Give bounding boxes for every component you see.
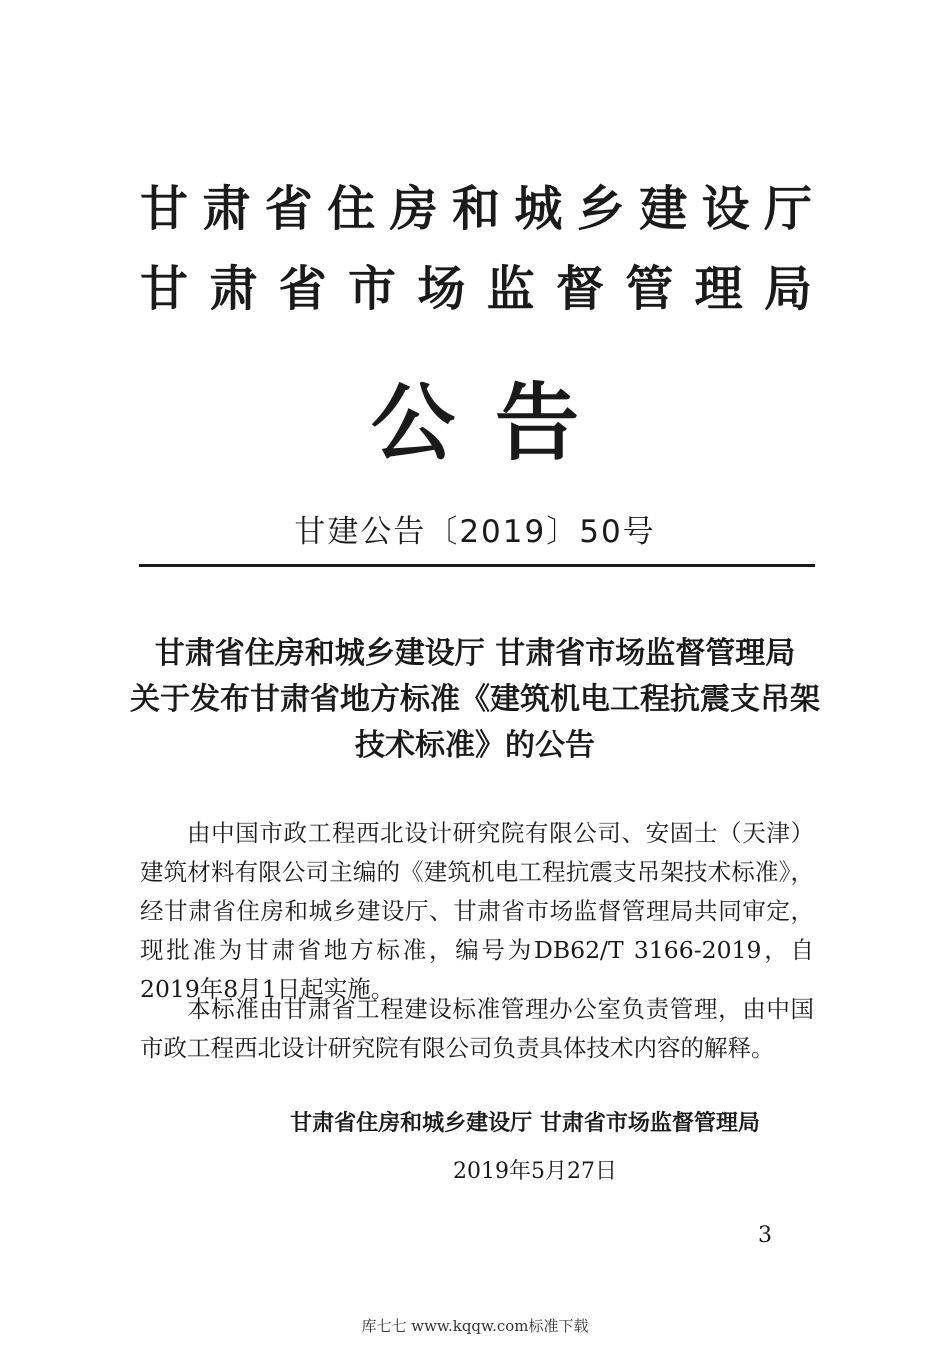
issuer-name-housing-dept: 甘肃省住房和城乡建设厅	[140, 181, 812, 237]
announcement-title-line-3: 技术标准》的公告	[355, 728, 595, 763]
page-number: 3	[758, 1223, 772, 1248]
signature-date: 2019年5月27日	[453, 1159, 617, 1184]
header-divider	[139, 564, 815, 567]
watermark-footer: 库七七 www.kqqw.com标准下载	[361, 1317, 589, 1335]
announcement-title-line-2: 关于发布甘肃省地方标准《建筑机电工程抗震支吊架	[130, 682, 820, 717]
document-number: 甘建公告〔2019〕50号	[294, 514, 656, 550]
document-type-heading: 公告	[370, 374, 619, 472]
signatory: 甘肃省住房和城乡建设厅 甘肃省市场监督管理局	[290, 1111, 760, 1136]
body-paragraph-1: 由中国市政工程西北设计研究院有限公司、安固士（天津）建筑材料有限公司主编的《建筑机电工程抗震支吊架技术标准》，经甘肃省住房和城乡建设厅、甘肃省市场监督管理局共同审定，现批准为甘肃省地方标准，编号为DB62/T 3166-2019，自2019年8月1日起实施。	[140, 819, 814, 1003]
announcement-title-line-1: 甘肃省住房和城乡建设厅 甘肃省市场监督管理局	[154, 636, 796, 671]
body-paragraph-2: 本标准由甘肃省工程建设标准管理办公室负责管理，由中国市政工程西北设计研究院有限公司负责具体技术内容的解释。	[140, 995, 814, 1062]
issuer-name-market-bureau: 甘肃省市场监督管理局	[140, 261, 812, 317]
